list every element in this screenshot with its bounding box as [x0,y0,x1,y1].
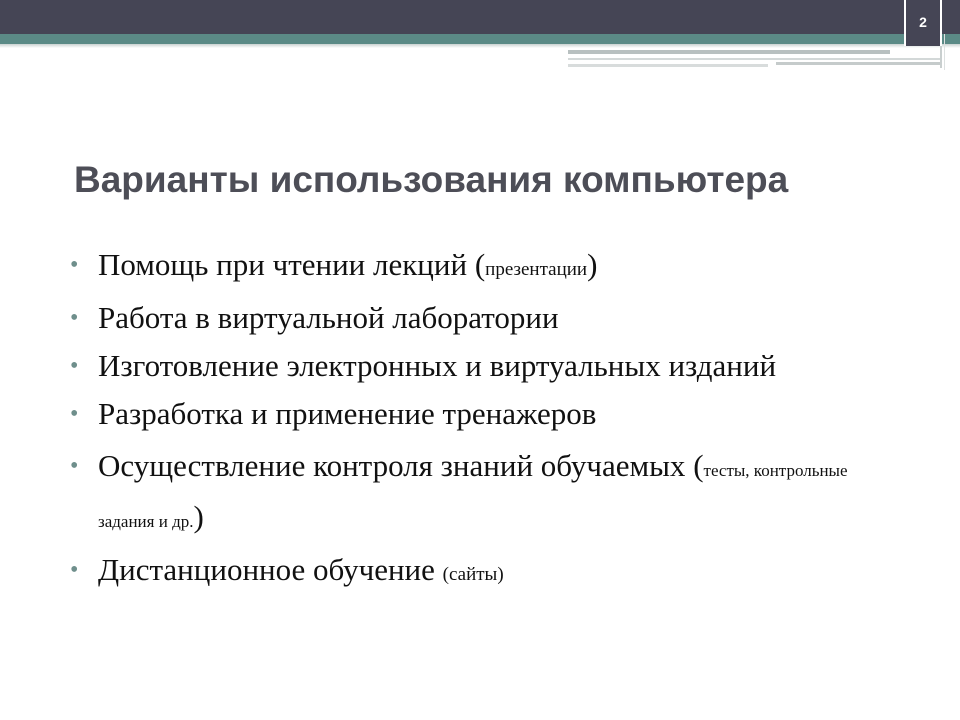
bullet-item [70,299,890,337]
bullet-marker: • [70,557,79,583]
bullet-text: Работа в виртуальной лаборатории [98,300,559,335]
bullet-text: Помощь при чтении лекций ( [98,247,486,282]
bullet-text: Дистанционное обучение [98,552,435,587]
header-band-shadow [0,44,960,48]
bullet-text-close: ) [587,247,598,282]
decor-stripe [568,64,768,67]
bullet-marker: • [70,453,79,479]
bullet-marker: • [70,305,79,331]
bullet-item [70,551,890,594]
bullet-item [70,246,890,289]
bullet-marker: • [70,353,79,379]
decor-stripe [568,58,940,60]
bullet-note: презентации [485,259,588,280]
bullet-text: Изготовление электронных и виртуальных изданий [98,348,777,383]
slide-title: Варианты использования компьютера [74,159,789,200]
decor-vertical-line [944,34,945,70]
bullet-item [70,347,890,385]
page-number: 2 [919,14,927,30]
bullet-marker: • [70,401,79,427]
bullet-list [70,246,890,604]
bullet-text: Разработка и применение тренажеров [98,396,597,431]
bullet-marker: • [70,252,79,278]
bullet-item [70,443,890,545]
bullet-text: Осуществление контроля знаний обучаемых [98,448,686,483]
header-band-dark [0,0,960,34]
bullet-note: тесты, контрольные задания и др. [98,461,848,531]
header-band-teal [0,34,960,44]
bullet-note: (сайты) [442,564,504,585]
bullet-text-close: ) [193,499,204,534]
decor-stripe [776,62,940,65]
decor-stripe [568,50,890,54]
bullet-text-open: ( [693,448,704,483]
bullet-item [70,395,890,433]
